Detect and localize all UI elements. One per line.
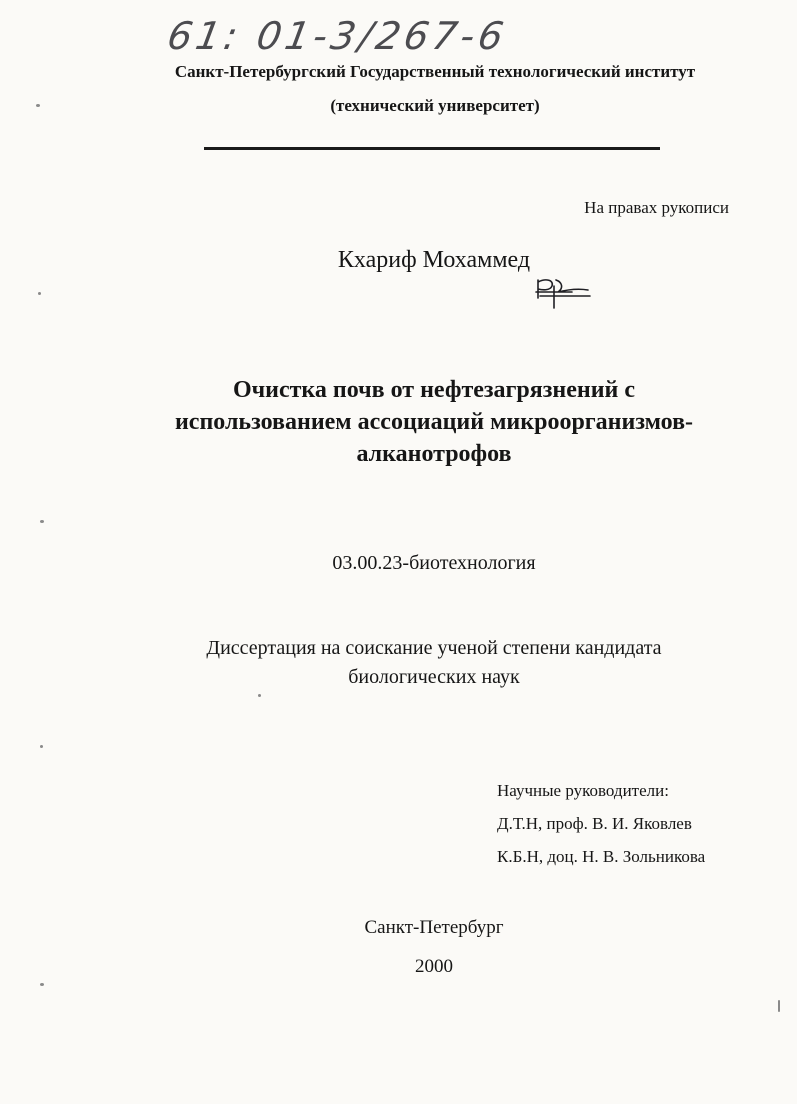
degree-line-1: Диссертация на соискание ученой степени кандидата bbox=[206, 637, 662, 659]
city: Санкт-Петербург bbox=[364, 917, 504, 938]
scan-speck bbox=[36, 104, 40, 107]
institute-name: Санкт-Петербургский Государственный технологический институт bbox=[174, 62, 696, 81]
advisor-1: Д.Т.Н, проф. В. И. Яковлев bbox=[497, 814, 692, 833]
scan-speck bbox=[258, 694, 261, 697]
archive-code-handwritten: 61: 01-3/267-6 bbox=[164, 14, 511, 58]
dissertation-title bbox=[0, 374, 797, 470]
year: 2000 bbox=[415, 956, 453, 977]
title-line-2: использованием ассоциаций микроорганизмов- bbox=[174, 409, 694, 435]
institute-subtitle: (технический университет) bbox=[330, 96, 540, 115]
scan-speck bbox=[40, 520, 44, 523]
degree-statement bbox=[0, 634, 797, 692]
scientific-advisors bbox=[497, 774, 705, 873]
author-signature bbox=[532, 272, 596, 312]
manuscript-rights-note: На правах рукописи bbox=[584, 198, 729, 217]
title-line-3: алканотрофов bbox=[356, 441, 512, 467]
author-name: Кхариф Мохаммед bbox=[337, 247, 531, 273]
degree-line-2: биологических наук bbox=[348, 666, 520, 688]
scan-speck bbox=[38, 292, 41, 295]
advisor-2: К.Б.Н, доц. Н. В. Зольникова bbox=[497, 847, 706, 866]
scan-speck bbox=[40, 983, 44, 986]
scan-speck bbox=[778, 1000, 780, 1012]
title-line-1: Очистка почв от нефтезагрязнений с bbox=[232, 377, 636, 403]
specialty-code: 03.00.23-биотехнология bbox=[332, 552, 536, 574]
header-divider bbox=[204, 147, 660, 150]
scan-speck bbox=[40, 745, 43, 748]
advisors-heading: Научные руководители: bbox=[497, 781, 669, 800]
